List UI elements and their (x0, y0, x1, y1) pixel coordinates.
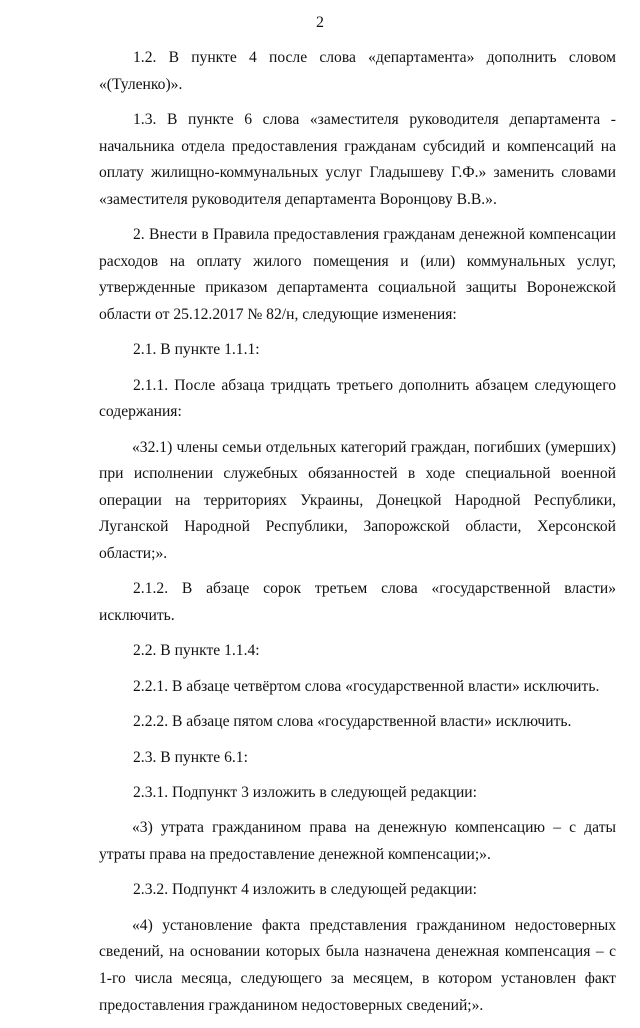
paragraph-2-2-1: 2.2.1. В абзаце четвёртом слова «государственной власти» исключить. (133, 677, 600, 695)
paragraph-quote-4: «4) установление факта представления гражданином недостоверных сведений, на основании которых была назначена денежная компенсация – с 1-го числа месяца, следующего за месяцем, в котором установлен факт предоставления гражданином недостоверных сведений;». (99, 916, 616, 1014)
paragraph-2-3-1: 2.3.1. Подпункт 3 изложить в следующей редакции: (133, 784, 477, 802)
document-body (99, 45, 616, 1028)
paragraph-quote-32-1: «32.1) члены семьи отдельных категорий граждан, погибших (умерших) при исполнении служебных обязанностей в ходе специальной военной операции на территориях Украины, Донецкой Народной Республики, Луганской Народной Республики, Запорожской области, Херсонской области;». (99, 438, 616, 563)
paragraph-2-2-2: 2.2.2. В абзаце пятом слова «государственной власти» исключить. (133, 713, 572, 731)
paragraph-1-2: 1.2. В пункте 4 после слова «департамента» дополнить словом «(Туленко)». (99, 49, 616, 93)
paragraph-quote-3: «3) утрата гражданином права на денежную компенсацию – с даты утраты права на предоставление денежной компенсации;». (99, 819, 616, 863)
paragraph-2-3-2: 2.3.2. Подпункт 4 изложить в следующей редакции: (133, 881, 477, 899)
page-number: 2 (316, 14, 324, 31)
paragraph-2-1-2: 2.1.2. В абзаце сорок третьем слова «государственной власти» исключить. (99, 580, 616, 625)
paragraph-2-2: 2.2. В пункте 1.1.4: (133, 642, 260, 660)
paragraph-2-1: 2.1. В пункте 1.1.1: (133, 341, 260, 359)
paragraph-2-3: 2.3. В пункте 6.1: (133, 748, 248, 766)
paragraph-1-3: 1.3. В пункте 6 слова «заместителя руководителя департамента - начальника отдела предоставления гражданам субсидий и компенсаций на оплату жилищно-коммунальных услуг Гладышеву Г.Ф.» заменить словами «заместителя руководителя департамента Воронцову В.В.». (99, 110, 616, 208)
paragraph-2: 2. Внести в Правила предоставления гражданам денежной компенсации расходов на оплату жилого помещения и (или) коммунальных услуг, утвержденные приказом департамента социальной защиты Воронежской области от 25.12.2017 № 82/н, следующие изменения: (99, 226, 616, 323)
paragraph-2-1-1: 2.1.1. После абзаца тридцать третьего дополнить абзацем следующего содержания: (99, 376, 616, 421)
